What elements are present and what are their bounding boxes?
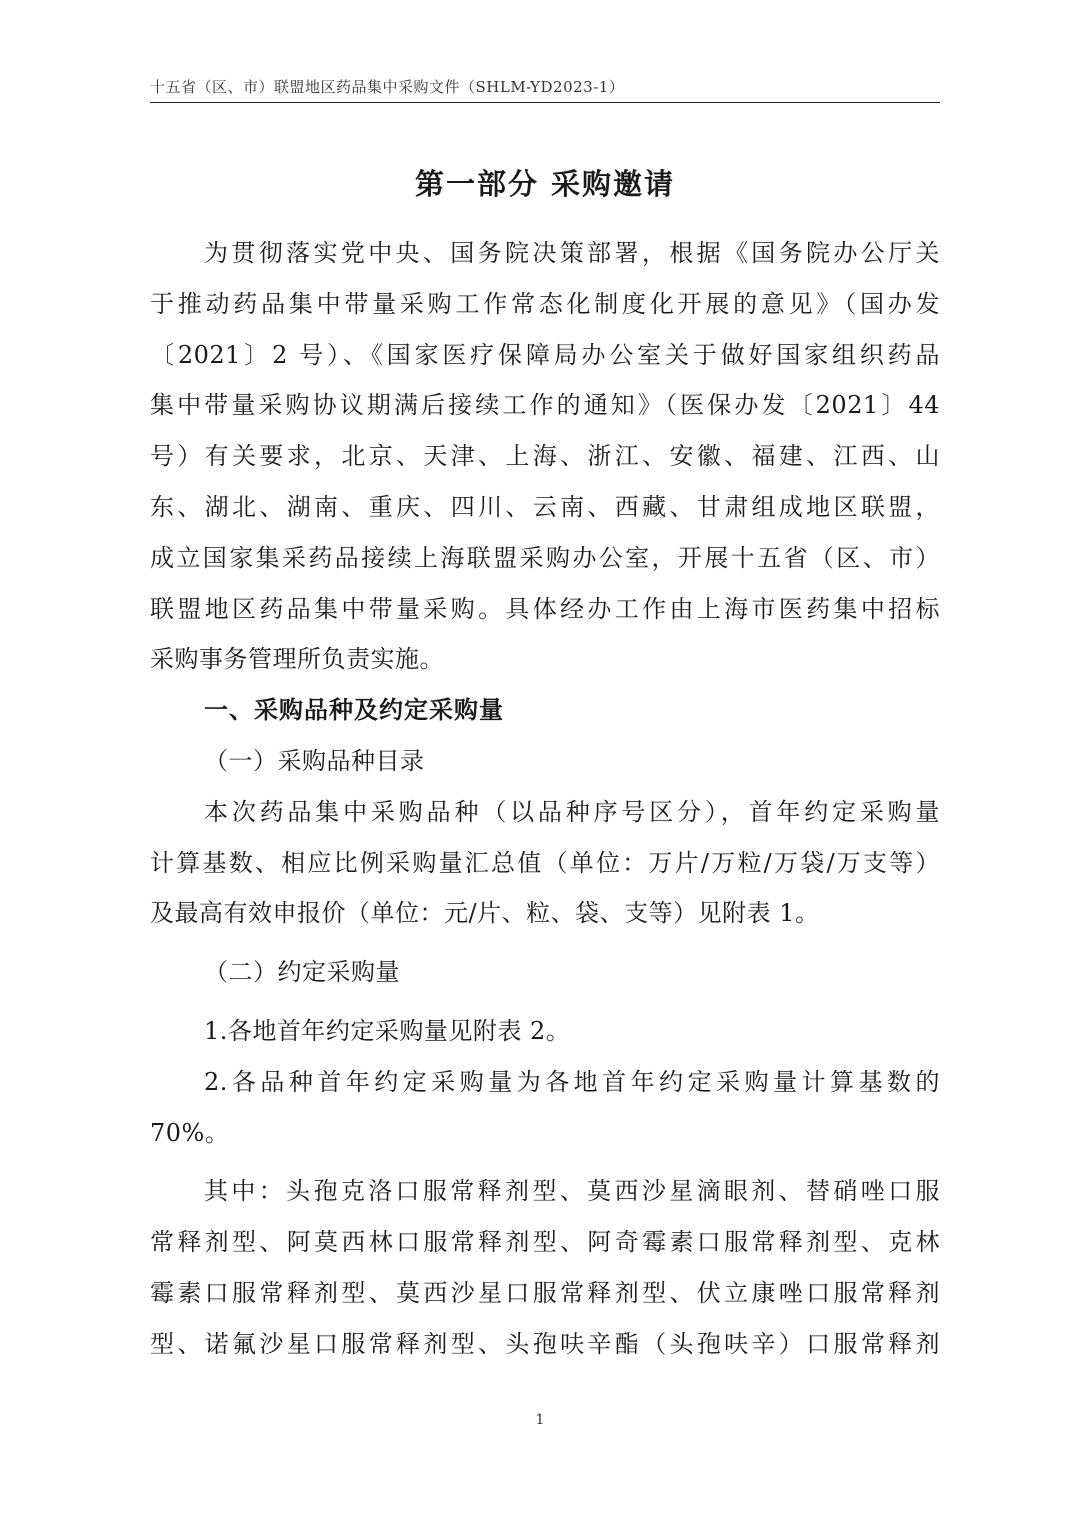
detail-paragraph [150, 1166, 940, 1369]
text-line: 联盟地区药品集中带量采购。具体经办工作由上海市医药集中招标 [150, 594, 940, 623]
section-heading: 一、采购品种及约定采购量 [204, 696, 504, 725]
text-line: 东、湖北、湖南、重庆、四川、云南、西藏、甘肃组成地区联盟， [150, 492, 940, 521]
text-line: 霉素口服常释剂型、莫西沙星口服常释剂型、伏立康唑口服常释剂 [150, 1278, 940, 1307]
text-line: 本次药品集中采购品种（以品种序号区分），首年约定采购量 [204, 797, 940, 826]
text-line: 计算基数、相应比例采购量汇总值（单位：万片/万粒/万袋/万支等） [150, 848, 940, 877]
subsection-heading: （二）约定采购量 [204, 958, 400, 987]
text-line: 成立国家集采药品接续上海联盟采购办公室，开展十五省（区、市） [150, 543, 940, 572]
subsection-heading: （一）采购品种目录 [204, 746, 425, 775]
list-item: 1.各地首年约定采购量见附表 2。 [204, 1016, 571, 1045]
text-line: 2.各品种首年约定采购量为各地首年约定采购量计算基数的 [204, 1067, 940, 1096]
page-header: 十五省（区、市）联盟地区药品集中采购文件（SHLM-YD2023-1） [150, 76, 940, 103]
page-number: 1 [535, 1412, 545, 1428]
text-line: 及最高有效申报价（单位：元/片、粒、袋、支等）见附表 1。 [150, 899, 820, 928]
text-line: 常释剂型、阿莫西林口服常释剂型、阿奇霉素口服常释剂型、克林 [150, 1228, 940, 1257]
intro-paragraph [150, 228, 940, 685]
text-line: 于推动药品集中带量采购工作常态化制度化开展的意见》（国办发 [150, 289, 940, 318]
list-item [150, 1057, 940, 1159]
text-line: 为贯彻落实党中央、国务院决策部署，根据《国务院办公厅关 [204, 239, 940, 267]
text-line: 〔2021〕2 号）、《国家医疗保障局办公室关于做好国家组织药品 [150, 340, 940, 369]
document-title: 第一部分 采购邀请 [414, 167, 676, 201]
document-body [150, 228, 940, 1370]
text-line: 70%。 [150, 1118, 230, 1147]
text-line: 号）有关要求，北京、天津、上海、浙江、安徽、福建、江西、山 [150, 442, 940, 471]
text-line: 采购事务管理所负责实施。 [150, 645, 444, 674]
text-line: 其中：头孢克洛口服常释剂型、莫西沙星滴眼剂、替硝唑口服 [204, 1177, 940, 1206]
text-line: 型、诺氟沙星口服常释剂型、头孢呋辛酯（头孢呋辛）口服常释剂 [150, 1329, 940, 1358]
catalog-paragraph [150, 787, 940, 939]
text-line: 集中带量采购协议期满后接续工作的通知》（医保办发〔2021〕44 [150, 391, 940, 420]
